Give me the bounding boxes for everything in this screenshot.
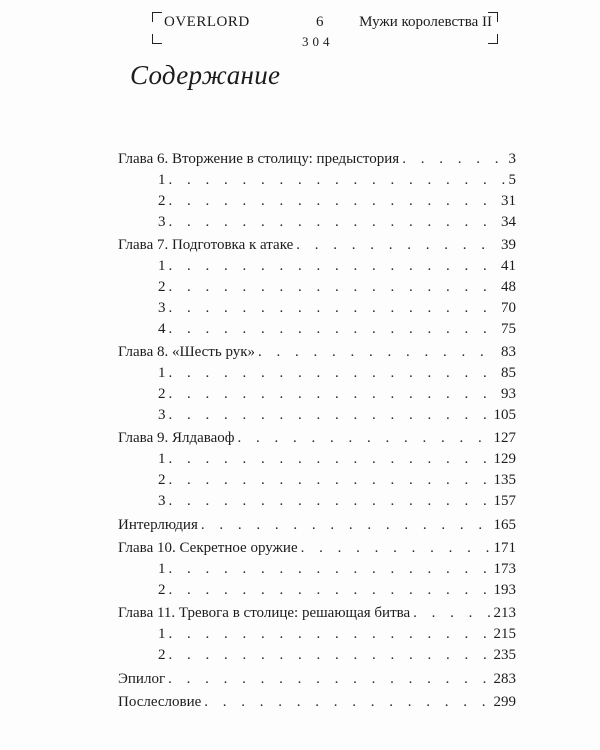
toc-entry-page: 75	[501, 320, 516, 337]
toc-leader-dots	[169, 193, 499, 210]
toc-entry-label: 1	[158, 365, 166, 382]
toc-entry-page: 48	[501, 278, 516, 295]
toc-leader-dots	[238, 430, 491, 447]
toc-entry-page: 34	[501, 213, 516, 230]
header-series: OVERLORD	[164, 14, 250, 30]
corner-bracket-top-left	[152, 12, 162, 22]
toc-entry-label: 2	[158, 581, 166, 598]
toc-entry-label: 1	[158, 258, 166, 275]
toc-leader-dots	[296, 237, 498, 254]
toc-entry-page: 299	[493, 694, 516, 711]
toc-entry-label: 3	[158, 213, 166, 230]
corner-bracket-bottom-left	[152, 34, 162, 44]
toc-leader-dots	[169, 582, 491, 599]
header-subtitle: Мужи королевства II	[359, 14, 492, 30]
toc-section-entry	[118, 214, 516, 235]
toc-leader-dots	[169, 365, 499, 382]
toc-section-entry	[118, 386, 516, 407]
toc-entry-page: 41	[501, 258, 516, 275]
corner-bracket-bottom-right	[488, 34, 498, 44]
toc-leader-dots	[301, 540, 491, 557]
header-volume: 6	[316, 14, 324, 30]
toc-entry-label: 2	[158, 385, 166, 402]
toc-section-entry	[118, 493, 516, 514]
toc-entry-page: 129	[493, 451, 516, 468]
toc-leader-dots	[169, 300, 499, 317]
toc-entry-page: 135	[493, 472, 516, 489]
toc-entry-page: 173	[493, 560, 516, 577]
toc-chapter-entry	[118, 517, 516, 538]
toc-chapter-entry	[118, 671, 516, 692]
toc-entry-page: 165	[493, 516, 516, 533]
toc-entry-page: 157	[493, 493, 516, 510]
toc-leader-dots	[169, 493, 491, 510]
toc-leader-dots	[413, 605, 490, 622]
toc-entry-page: 5	[508, 171, 516, 188]
toc-entry-label: 2	[158, 472, 166, 489]
toc-chapter-entry	[118, 430, 516, 451]
toc-entry-label: 1	[158, 171, 166, 188]
toc-section-entry	[118, 300, 516, 321]
toc-section-entry	[118, 365, 516, 386]
toc-entry-page: 215	[493, 626, 516, 643]
toc-chapter-entry	[118, 605, 516, 626]
toc-entry-label: 4	[158, 320, 166, 337]
toc-entry-label: 2	[158, 278, 166, 295]
toc-leader-dots	[169, 472, 491, 489]
toc-entry-page: 235	[493, 647, 516, 664]
toc-section-entry	[118, 626, 516, 647]
toc-entry-label: Послесловие	[118, 694, 202, 711]
toc-leader-dots	[204, 694, 490, 711]
toc-entry-label: 3	[158, 493, 166, 510]
toc-section-entry	[118, 647, 516, 668]
toc-entry-label: Глава 6. Вторжение в столицу: предыстория	[118, 151, 400, 167]
toc-leader-dots	[169, 647, 491, 664]
toc-leader-dots	[169, 321, 499, 338]
toc-section-entry	[118, 258, 516, 279]
toc-section-entry	[118, 172, 516, 193]
toc-section-entry	[118, 582, 516, 603]
toc-section-entry	[118, 193, 516, 214]
toc-section-entry	[118, 561, 516, 582]
toc-leader-dots	[169, 451, 491, 468]
toc-leader-dots	[402, 151, 505, 168]
toc-entry-page: 127	[493, 430, 516, 447]
toc-chapter-entry	[118, 540, 516, 561]
toc-entry-page: 3	[508, 151, 516, 167]
toc-leader-dots	[169, 626, 491, 643]
toc-entry-label: 3	[158, 406, 166, 423]
toc-chapter-entry	[118, 694, 516, 715]
toc-leader-dots	[169, 386, 499, 403]
toc-entry-page: 193	[493, 581, 516, 598]
toc-entry-label: 1	[158, 451, 166, 468]
toc-entry-page: 39	[501, 237, 516, 254]
toc-leader-dots	[169, 214, 499, 231]
toc-section-entry	[118, 321, 516, 342]
toc-entry-page: 70	[501, 299, 516, 316]
header-page-number: 304	[302, 34, 334, 49]
toc-entry-page: 85	[501, 365, 516, 382]
toc-leader-dots	[201, 517, 491, 534]
toc-leader-dots	[169, 172, 506, 189]
toc-chapter-entry	[118, 344, 516, 365]
toc-entry-page: 93	[501, 385, 516, 402]
toc-leader-dots	[169, 561, 491, 578]
toc-entry-label: Глава 11. Тревога в столице: решающая битва	[118, 605, 411, 622]
toc-section-entry	[118, 279, 516, 300]
toc-chapter-entry	[118, 237, 516, 258]
toc-leader-dots	[169, 407, 491, 424]
toc-entry-page: 83	[501, 344, 516, 361]
toc-entry-label: Интерлюдия	[118, 516, 198, 533]
toc-leader-dots	[258, 344, 498, 361]
toc-entry-page: 171	[493, 540, 516, 556]
toc-section-entry	[118, 451, 516, 472]
toc-section-entry	[118, 407, 516, 428]
toc-entry-label: 1	[158, 560, 166, 577]
toc-leader-dots	[168, 671, 490, 688]
toc-entry-label: 3	[158, 299, 166, 316]
toc-leader-dots	[169, 279, 499, 296]
toc-entry-label: Глава 10. Секретное оружие	[118, 540, 298, 556]
toc-entry-label: 1	[158, 626, 166, 643]
running-header	[152, 8, 498, 49]
toc-entry-page: 213	[493, 605, 516, 622]
toc-section-entry	[118, 472, 516, 493]
toc-entry-label: 2	[158, 192, 166, 209]
toc-entry-label: Глава 9. Ялдаваоф	[118, 430, 235, 447]
toc-entry-label: Эпилог	[118, 670, 166, 687]
table-of-contents	[118, 151, 516, 715]
toc-entry-label: Глава 8. «Шесть рук»	[118, 344, 256, 361]
toc-leader-dots	[169, 258, 499, 275]
toc-entry-page: 105	[493, 406, 516, 423]
toc-entry-label: Глава 7. Подготовка к атаке	[118, 237, 294, 254]
toc-entry-label: 2	[158, 647, 166, 664]
page-title: Содержание	[130, 60, 281, 90]
toc-entry-page: 283	[493, 670, 516, 687]
toc-chapter-entry	[118, 151, 516, 172]
toc-entry-page: 31	[501, 192, 516, 209]
